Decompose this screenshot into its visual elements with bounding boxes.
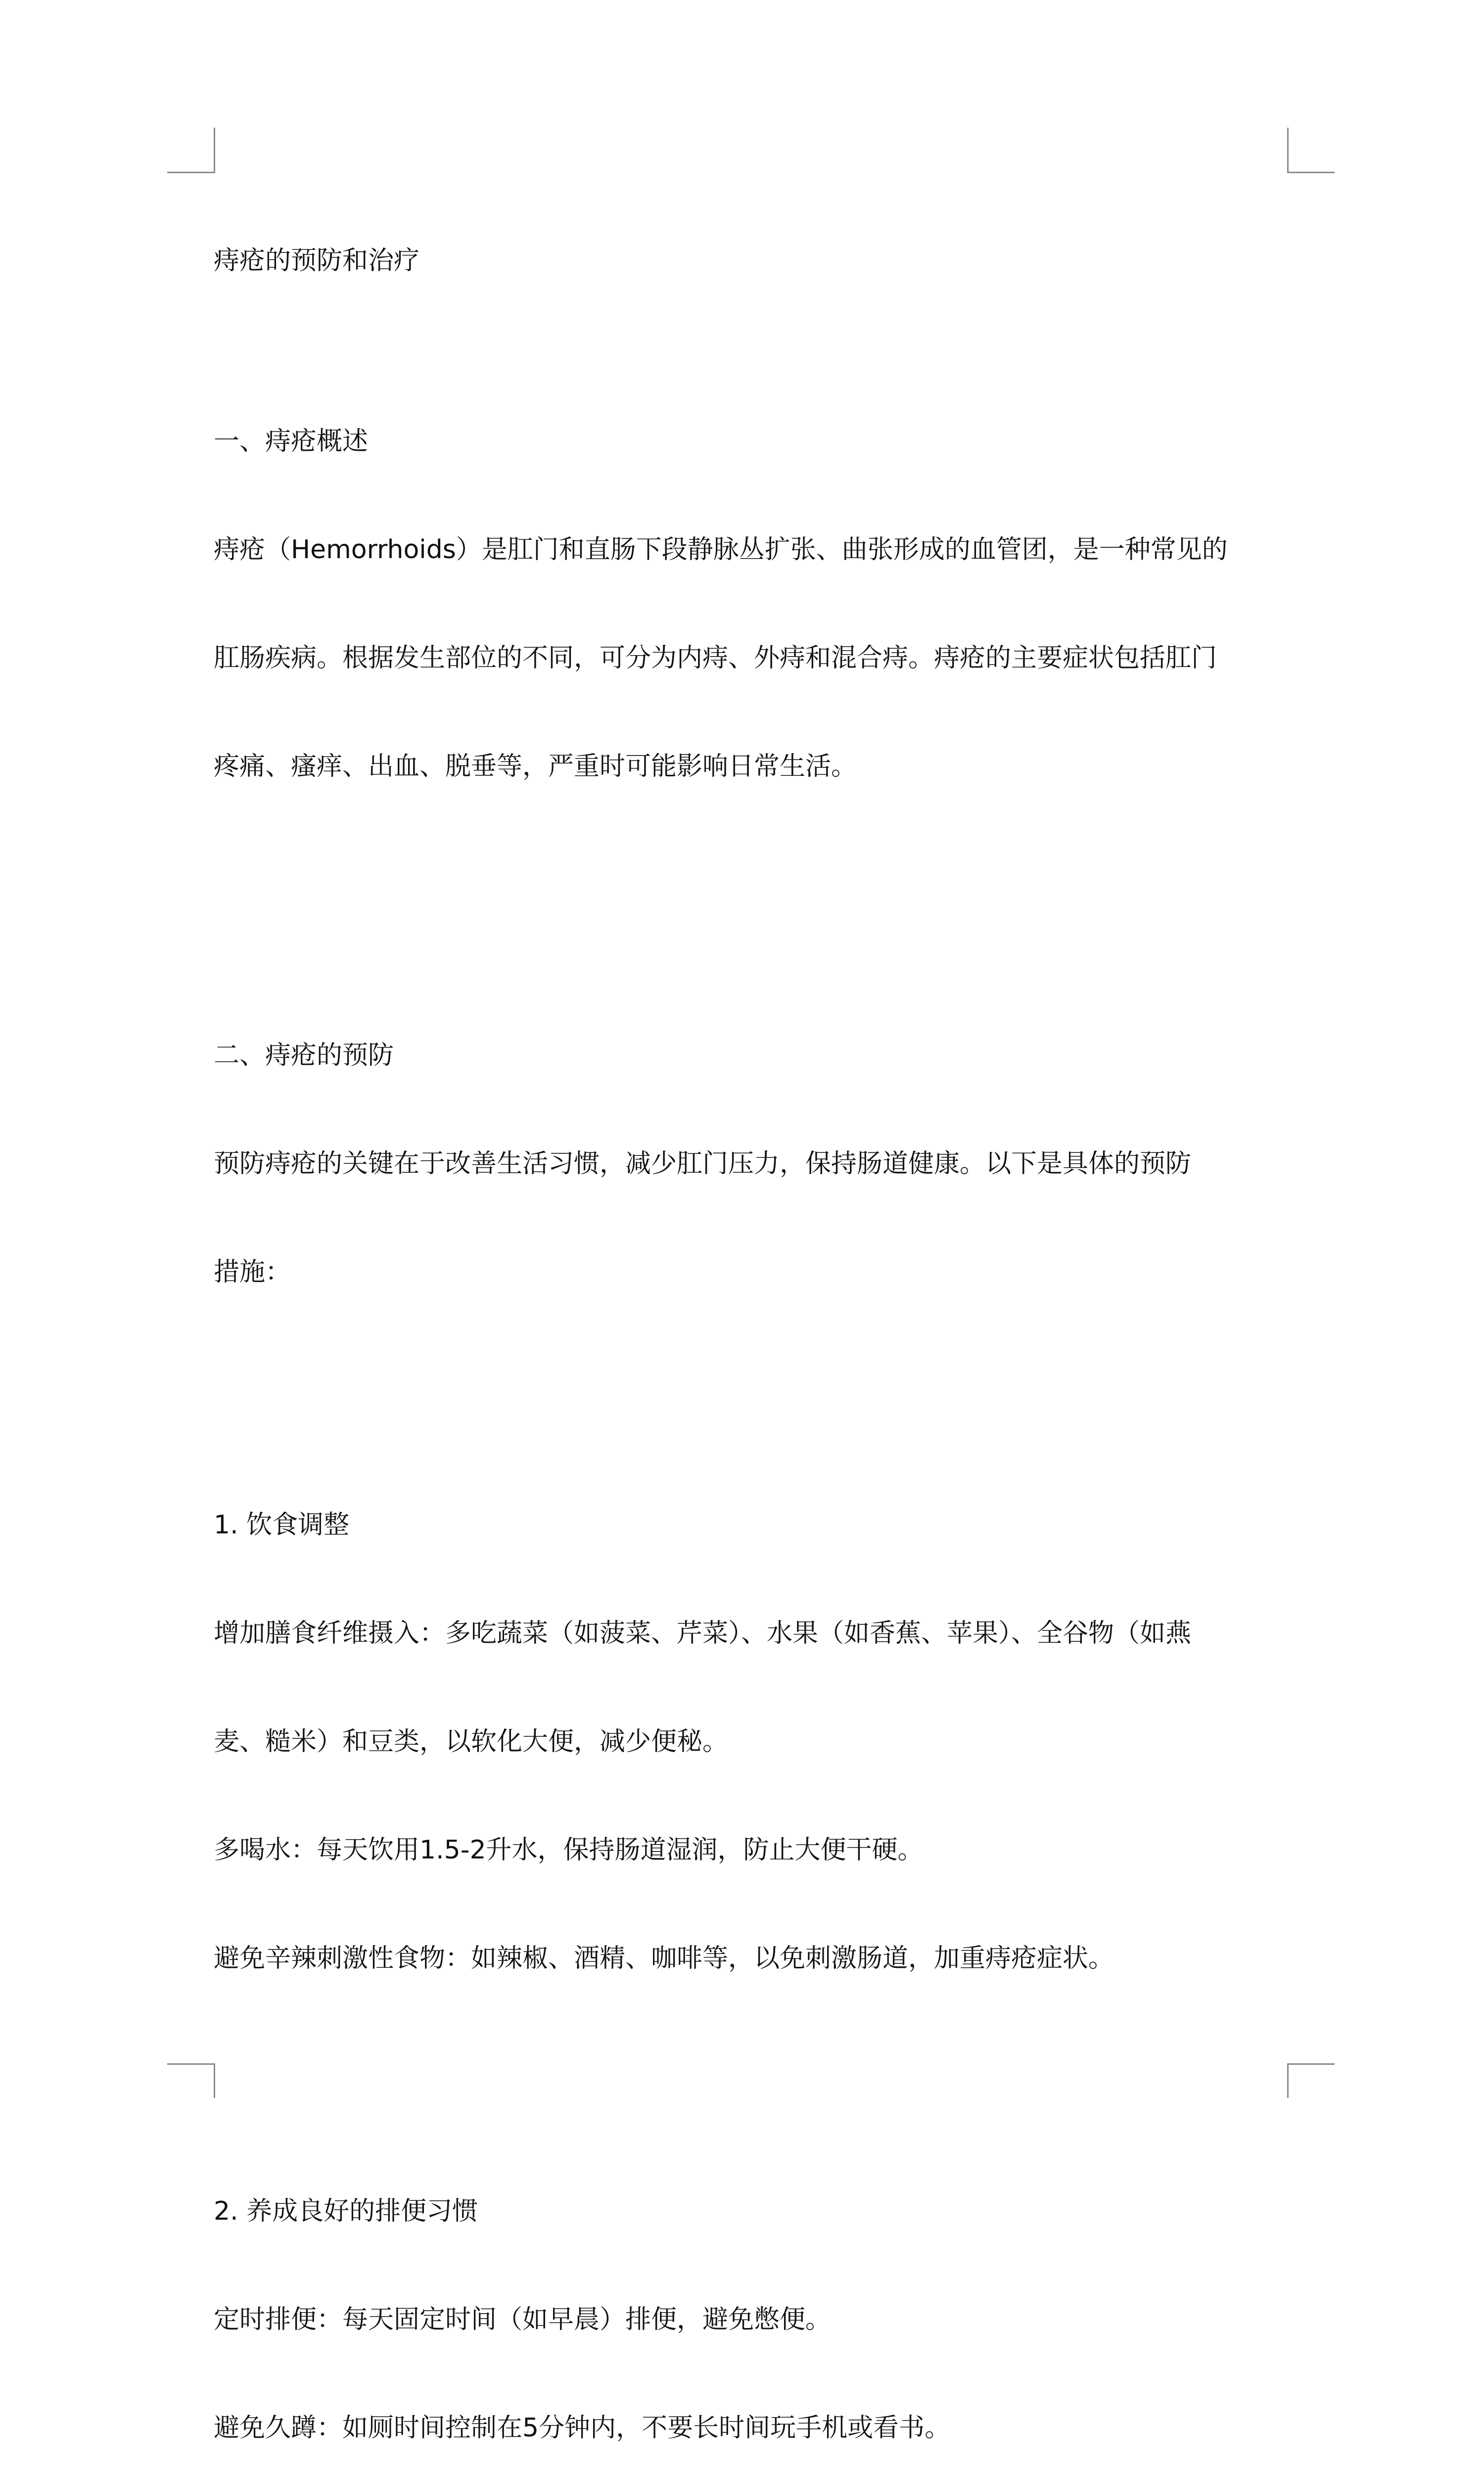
paragraph-line: 痔疮（Hemorrhoids）是肛门和直肠下段静脉丛扩张、曲张形成的血管团，是一种常见的 [214, 535, 1228, 565]
paragraph-line: 疼痛、瘙痒、出血、脱垂等，严重时可能影响日常生活。 [214, 752, 857, 781]
list-line: 增加膳食纤维摄入：多吃蔬菜（如菠菜、芹菜）、水果（如香蕉、苹果）、全谷物（如燕 [214, 1618, 1192, 1648]
paragraph-line: 预防痔疮的关键在于改善生活习惯，减少肛门压力，保持肠道健康。以下是具体的预防 [214, 1149, 1192, 1179]
list-line: 多喝水：每天饮用1.5-2升水，保持肠道湿润，防止大便干硬。 [214, 1835, 924, 1865]
paragraph-line: 肛肠疾病。根据发生部位的不同，可分为内痔、外痔和混合痔。痔疮的主要症状包括肛门 [214, 643, 1217, 673]
subsection-title: 1. 饮食调整 [214, 1510, 350, 1540]
blank-line [214, 1363, 1302, 1399]
subsection-title: 2. 养成良好的排便习惯 [214, 2196, 478, 2226]
paragraph-line: 措施： [214, 1257, 291, 1287]
list-line: 麦、糙米）和豆类，以软化大便，减少便秘。 [214, 1727, 729, 1757]
document-body [214, 171, 1302, 2474]
section-heading: 二、痔疮的预防 [214, 1041, 394, 1070]
document-title: 痔疮的预防和治疗 [214, 246, 420, 276]
crop-mark-top-left-vertical [214, 128, 215, 173]
crop-mark-top-left-horizontal [167, 172, 215, 173]
crop-mark-top-right-vertical [1287, 128, 1289, 173]
list-line: 避免久蹲：如厕时间控制在5分钟内，不要长时间玩手机或看书。 [214, 2413, 951, 2443]
blank-line [214, 2049, 1302, 2085]
crop-mark-bottom-left-horizontal [167, 2063, 215, 2065]
list-line: 定时排便：每天固定时间（如早晨）排便，避免憋便。 [214, 2305, 832, 2334]
blank-line [214, 857, 1302, 893]
list-line: 避免辛辣刺激性食物：如辣椒、酒精、咖啡等，以免刺激肠道，加重痔疮症状。 [214, 1944, 1114, 1973]
section-heading: 一、痔疮概述 [214, 427, 369, 456]
